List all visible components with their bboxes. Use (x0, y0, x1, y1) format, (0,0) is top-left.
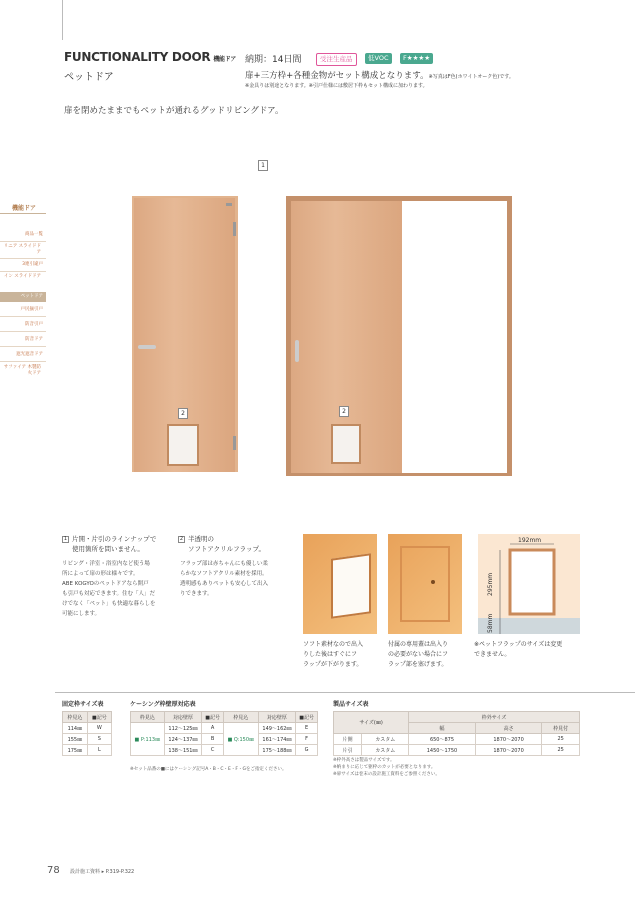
door-latch (226, 203, 232, 206)
feature1-body: リビング・洋室・浴室内など使う場 所によって扉の形は様々です。 ABE KOGYOのペットドアなら開戸 も引戸も対応できます。住む「人」だ けでなく「ペット」も快適な暮らしを 可能にします。 (62, 561, 156, 617)
sidebar-item-tojiri[interactable]: 戸尻揃引戸 (20, 307, 43, 312)
top-rule (62, 0, 63, 40)
catch-copy: 扉を閉めたままでもペットが通れるグッドリビングドア。 (64, 106, 284, 116)
reference-link[interactable]: 設計施工資料 ▸ P.319-P.322 (70, 869, 135, 875)
table3-title: 製品サイズ表 (333, 701, 369, 708)
product-size-table: サイズ(㎜) 枠外サイズ 幅 高さ 枠見付 片開 カスタム 650〜875 1870〜2070 25 片引 カスタム 1450〜1750 1870〜2070 25 (333, 711, 580, 756)
set-note: ※金具りは別途となります。※引戸仕様には敷居下枠もセット構成に加わります。 (245, 83, 428, 89)
table1-title: 固定枠サイズ表 (62, 701, 104, 708)
sidebar-item-sapphire[interactable]: サファイア 木製防火ドア (3, 365, 41, 376)
sidebar-item-linear[interactable]: リニア スライドドア (3, 244, 41, 255)
feature1-heading-2: 使用箇所を問いません。 (72, 545, 144, 553)
pet-flap-hinged (167, 424, 199, 466)
pet-flap-sliding (331, 424, 361, 464)
hinge-top (233, 222, 236, 236)
marker-2a: 2 (178, 408, 188, 419)
flap-photo-lid (388, 534, 462, 634)
dim-height: 295mm (487, 572, 494, 596)
sidebar-item-pet[interactable]: ペットドア (0, 292, 46, 302)
feature2-heading: 2 半透明の (179, 535, 214, 543)
feature2-heading-2: ソフトアクリルフラップ。 (188, 545, 265, 553)
table-row: 124〜137㎜ B 161〜174㎜ F (131, 734, 318, 745)
marker-1: 1 (258, 160, 268, 171)
sidebar-item-list[interactable]: 商品一覧 (25, 232, 43, 237)
sidebar-item-inslide[interactable]: イン スライドドア (3, 274, 41, 279)
sidebar-item-blackout[interactable]: 遮光遮音ドア (16, 352, 43, 357)
table-row: 片開 カスタム 650〜875 1870〜2070 25 (334, 734, 580, 745)
voc-badge: 低VOC (365, 53, 392, 64)
table-row: 138〜151㎜ C 175〜188㎜ G (131, 745, 318, 756)
table-row: 175㎜ L (63, 745, 112, 756)
caption-soft-flap: ソフト素材なので出入 りした後はすぐにフ ラップが下がります。 (303, 641, 364, 668)
flap-photo-open (303, 534, 377, 634)
table3-notes: ※枠外高さは製品サイズです。 ※納まりに応じて躯枠のカットが必要となります。 ※扉サイズは巻末の設計施工資料をご参照ください。 (333, 758, 440, 777)
marker-2b: 2 (339, 406, 349, 417)
table-row: 155㎜ S (63, 734, 112, 745)
page-title: FUNCTIONALITY DOOR 機能ドア (64, 50, 236, 64)
table-row: ■ P:113㎜ 112〜125㎜ A ■ Q:150㎜ 149〜162㎜ E (131, 723, 318, 734)
table2-note: ※セット品番の■にはケーシング記号A・B・C・E・F・Gをご指定ください。 (130, 767, 287, 772)
f-badge: F★★★★ (400, 53, 433, 64)
caption-lid: 付属の専用蓋は出入り の必要がない場合にフ ラップ部を塞げます。 (388, 641, 449, 668)
set-description: 扉+三方枠+各種金物がセット構成となります。※写真はF色(ホワイトオーク色)です。 (245, 71, 514, 81)
order-badge: 受注生産品 (316, 53, 357, 66)
sidebar-item-3ren[interactable]: 3連引違戸 (22, 262, 43, 267)
sidebar-rule (0, 213, 46, 214)
page-number: 78 (47, 865, 60, 876)
dim-bottom: 58mm (487, 613, 494, 633)
lever-handle (138, 345, 156, 349)
flap-dimension-diagram (478, 534, 580, 634)
caption-flap-size: ※ペットフラップのサイズは変更 できません。 (474, 641, 563, 658)
section-divider (55, 692, 635, 693)
sidebar-heading: 機能ドア (12, 205, 36, 212)
hinge-bottom (233, 436, 236, 450)
table2-title: ケーシング枠壁厚対応表 (130, 701, 196, 708)
dim-width: 192mm (518, 537, 542, 544)
table-row: 片引 カスタム 1450〜1750 1870〜2070 25 (334, 745, 580, 756)
fixed-frame-table: 枠見込 ■記号 114㎜ W 155㎜ S 175㎜ L (62, 711, 112, 756)
sidebar-item-soundproof[interactable]: 防音ドア (25, 337, 43, 342)
table-row: 114㎜ W (63, 723, 112, 734)
page-subtitle: ペットドア (64, 72, 114, 83)
feature2-body: フラップ部は赤ちゃんにも優しい柔 らかなソフトアクリル素材を採用。 透明感もありペットも安心して出入 りできます。 (180, 561, 269, 597)
casing-frame-table: 枠見込 対応壁厚 ■記号 枠見込 対応壁厚 ■記号 ■ P:113㎜ 112〜125㎜ A ■ Q:150㎜ 149〜162㎜ E 124〜137㎜ B 161〜174㎜ F 138〜151㎜ C 175〜188㎜ G (130, 711, 318, 756)
sidebar-item-soundproof-sliding[interactable]: 防音引戸 (25, 322, 43, 327)
pull-handle (295, 340, 299, 362)
lead-time: 納期：14日間 (245, 55, 302, 65)
feature1-heading: 1 片開・片引のラインナップで (63, 535, 157, 543)
